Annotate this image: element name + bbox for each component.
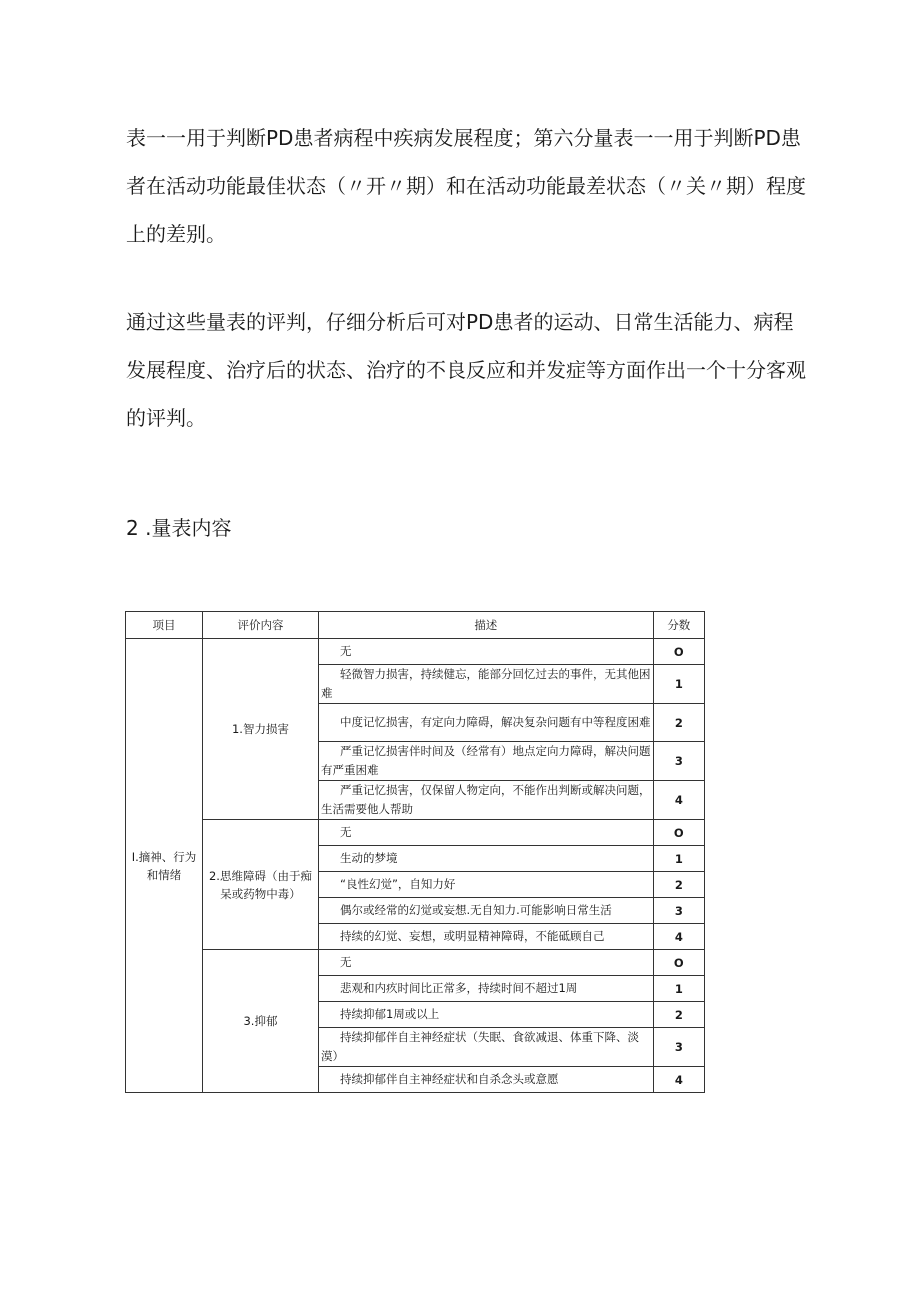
description-cell (318, 781, 653, 820)
scale-table (125, 611, 705, 1093)
description-cell (318, 704, 653, 742)
header-item: 项目 (126, 612, 203, 639)
description-cell (318, 950, 653, 976)
evaluation-cell-cognitive: 1.智力损害 (202, 639, 318, 820)
score-cell: O (653, 820, 704, 846)
score-cell: 3 (653, 1028, 704, 1067)
table-row (126, 950, 705, 976)
score-cell: 3 (653, 742, 704, 781)
description-text: 无 (339, 825, 352, 839)
score-cell: 2 (653, 872, 704, 898)
score-cell: 2 (653, 704, 704, 742)
score-cell: 4 (653, 924, 704, 950)
description-cell (318, 820, 653, 846)
score-cell: 3 (653, 898, 704, 924)
score-cell: 1 (653, 665, 704, 704)
description-cell (318, 872, 653, 898)
description-text: 严重记忆损害，仅保留人物定向，不能作出判断或解决问题，生活需要他人帮助 (320, 783, 651, 816)
description-text: 持续抑郁伴自主神经症状和自杀念头或意愿 (339, 1072, 559, 1086)
description-cell (318, 1028, 653, 1067)
score-cell: 4 (653, 1067, 704, 1093)
header-evaluation: 评价内容 (202, 612, 318, 639)
description-text: 持续的幻觉、妄想，或明显精神障碍，不能砥顾自己 (339, 929, 605, 943)
description-cell (318, 639, 653, 665)
paragraph-scale-purpose: 表一一用于判断PD患者病程中疾病发展程度；第六分量表一一用于判断PD患者在活动功能最佳状态（〃开〃期）和在活动功能最差状态（〃关〃期）程度上的差别。 (126, 126, 806, 246)
score-cell: O (653, 950, 704, 976)
description-cell (318, 846, 653, 872)
description-cell (318, 898, 653, 924)
table-header-row (126, 612, 705, 639)
description-text: 持续抑郁伴自主神经症状（失眠、食欲减退、体重下降、淡漠） (320, 1030, 639, 1063)
header-score: 分数 (653, 612, 704, 639)
table-row (126, 639, 705, 665)
description-text: “良性幻觉”，自知力好 (339, 877, 456, 891)
evaluation-cell-thought-disorder: 2.思维障碍（由于痴呆或药物中毒） (202, 820, 318, 950)
section-heading: 2 .量表内容 (126, 516, 232, 540)
description-cell (318, 742, 653, 781)
description-text: 无 (339, 955, 352, 969)
score-cell: 1 (653, 976, 704, 1002)
description-cell (318, 1067, 653, 1093)
score-cell: O (653, 639, 704, 665)
description-cell (318, 924, 653, 950)
description-text: 轻微智力损害，持续健忘，能部分回忆过去的事件，无其他困难 (320, 667, 651, 700)
description-cell (318, 1002, 653, 1028)
description-text: 生动的梦境 (339, 851, 398, 865)
score-cell: 4 (653, 781, 704, 820)
description-text: 悲观和内疚时间比正常多，持续时间不超过1周 (339, 981, 578, 995)
description-text: 严重记忆损害伴时间及（经常有）地点定向力障碍，解决问题有严重困难 (320, 744, 651, 777)
score-cell: 1 (653, 846, 704, 872)
description-text: 中度记忆损害，有定向力障碍，解决复杂问题有中等程度困难 (339, 715, 651, 729)
evaluation-cell-depression: 3.抑郁 (202, 950, 318, 1093)
score-cell: 2 (653, 1002, 704, 1028)
description-text: 偶尔或经常的幻觉或妄想.无自知力.可能影响日常生活 (339, 903, 612, 917)
item-cell: I.摘神、行为和情绪 (126, 639, 203, 1093)
description-cell (318, 665, 653, 704)
description-text: 无 (339, 644, 352, 658)
description-text: 持续抑郁1周或以上 (339, 1007, 440, 1021)
paragraph-evaluation-summary: 通过这些量表的评判，仔细分析后可对PD患者的运动、日常生活能力、病程发展程度、治疗后的状态、治疗的不良反应和并发症等方面作出一个十分客观的评判。 (126, 310, 806, 430)
description-cell (318, 976, 653, 1002)
header-description: 描述 (318, 612, 653, 639)
table-row (126, 820, 705, 846)
